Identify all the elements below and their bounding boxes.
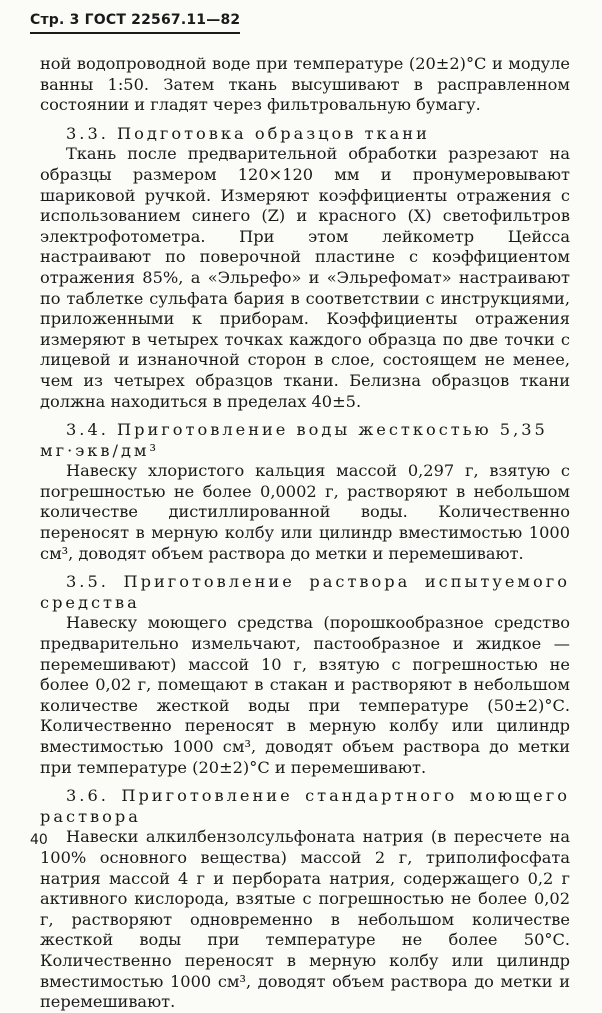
- section-3-6-paragraph: Навески алкилбензолсульфоната натрия (в пересчете на 100% основного вещества) массой 2 г, триполифосфата натрия массой 4 г и пербората натрия, содержащего 0,2 г активного кислорода, взятые с погрешностью не более 0,02 г, растворяют одновременно в небольшом количестве жесткой воды при температуре не более 50°С. Количественно переносят в мерную колбу или цилиндр вместимостью 1000 см³, доводят объем раствора до метки и перемешивают.: [40, 827, 570, 1012]
- section-3-6-heading: 3.6. Приготовление стандартного моющего: [66, 786, 570, 806]
- section-3-4-paragraph: Навеску хлористого кальция массой 0,297 г, взятую с погрешностью не более 0,0002 г, растворяют в небольшом количестве дистиллированной воды. Количественно переносят в мерную колбу или цилиндр вместимостью 1000 см³, доводят объем раствора до метки и перемешивают.: [40, 461, 570, 563]
- header-text: Стр. 3 ГОСТ 22567.11—82: [30, 12, 241, 28]
- section-3-6-heading-cont: раствора: [40, 806, 141, 826]
- section-3-4-heading: 3.4. Приготовление воды жесткостью 5,35 мг·экв/дм³: [40, 420, 548, 460]
- section-3-3-paragraph: Ткань после предварительной обработки разрезают на образцы размером 120×120 мм и пронумеровывают шариковой ручкой. Измеряют коэффициенты отражения с использованием синего (Z) и красного (X) светофильтров электрофотометра. При этом лейкометр Цейсса настраивают по поверочной пластине с коэффициентом отражения 85%, а «Эльрефо» и «Эльрефомат» настраивают по таблетке сульфата бария в соответствии с инструкциями, приложенными к приборам. Коэффициенты отражения измеряют в четырех точках каждого образца по две точки с лицевой и изнаночной сторон в слое, состоящем не менее, чем из четырех образцов ткани. Белизна образцов ткани должна находиться в пределах 40±5.: [40, 144, 570, 411]
- header-rule: [30, 32, 240, 34]
- section-3-5-heading-cont: средства: [40, 592, 140, 612]
- section-3-5-heading: 3.5. Приготовление раствора испытуемого: [66, 572, 570, 592]
- page-header: [30, 12, 240, 28]
- section-3-3-heading: 3.3. Подготовка образцов ткани: [66, 123, 430, 143]
- page-content: [40, 54, 570, 1013]
- intro-paragraph: ной водопроводной воде при температуре (20±2)°С и модуле ванны 1:50. Затем ткань высушивают в расправленном состоянии и гладят через фильтровальную бумагу.: [40, 54, 570, 115]
- page-number: 40: [30, 832, 48, 848]
- section-3-5-paragraph: Навеску моющего средства (порошкообразное средство предварительно измельчают, пастообразное и жидкое — перемешивают) массой 10 г, взятую с погрешностью не более 0,02 г, помещают в стакан и растворяют в небольшом количестве жесткой воды при температуре (50±2)°С. Количественно переносят в мерную колбу или цилиндр вместимостью 1000 см³, доводят объем раствора до метки при температуре (20±2)°С и перемешивают.: [40, 613, 570, 777]
